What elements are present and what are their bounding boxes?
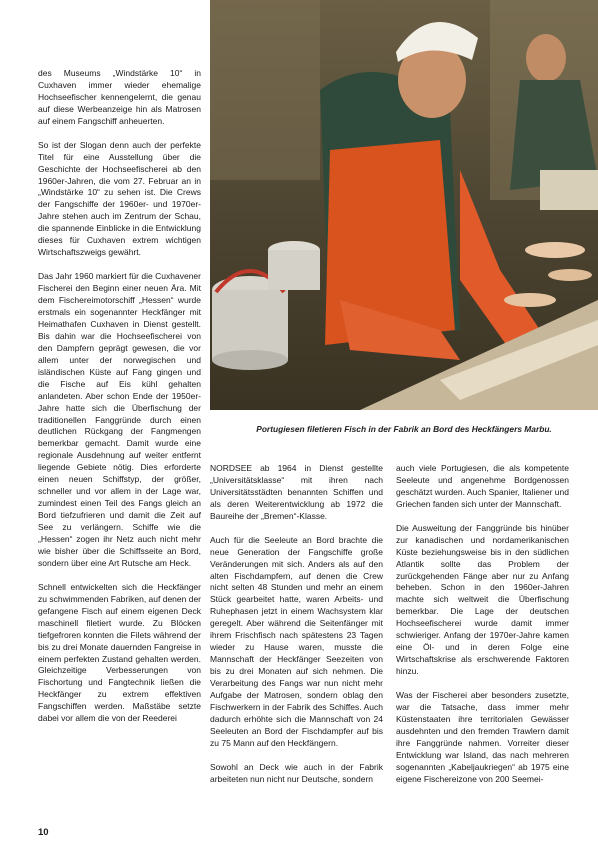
text-column-middle	[210, 463, 383, 786]
photo-caption: Portugiesen filetieren Fisch in der Fabrik an Bord des Heckfängers Marbu.	[256, 424, 552, 434]
paragraph: So ist der Slogan denn auch der perfekte Titel für eine Ausstellung über die Geschichte der Hochseefischerei ab den 1960er-Jahren, die vom 27. Februar an in „Windstärke 10“ zu sehen ist. Die Crews der Fangschiffe der 1960er- und 1970er-Jahre stehen auch im Zentrum der Schau, die spannende Einblicke in die Entwicklung dieses für Cuxhaven extrem wichtigen Wirtschaftszweigs gewährt.	[38, 139, 201, 258]
text-column-left	[38, 68, 201, 725]
paragraph: des Museums „Windstärke 10“ in Cuxhaven immer wieder ehemalige Hochseefischer kennengelernt, die genau auf diese Werbeanzeige hin als Matrosen auf einem Fangschiff anheuerten.	[38, 68, 201, 126]
paragraph: Sowohl an Deck wie auch in der Fabrik arbeiteten nun nicht nur Deutsche, sondern	[210, 761, 383, 784]
paragraph: Die Ausweitung der Fanggründe bis hinüber zur kanadischen und nordamerikanischen Küste beziehungsweise bis in den südlichen Atlantik sollte das Problem der zurückgehenden Fänge aber nur zu Anfang beheben. Schon in den 1960er-Jahren machte sich weltweit die Überfischung bemerkbar. Die Lage der deutschen Hochseefischerei wurde damit immer schwieriger. Anfang der 1970er-Jahre kamen eine Öl- und in deren Folge eine Wirtschaftskrise als erschwerende Faktoren hinzu.	[396, 522, 569, 677]
paragraph: Das Jahr 1960 markiert für die Cuxhavener Fischerei den Beginn einer neuen Ära. Mit dem Fischereimotorschiff „Hessen“ wurde erstmals ein sogenannter Heckfänger mit Heimathafen Cuxhaven in Dienst gestellt. Bis dahin war die Hochseefischerei von den Dampfern geprägt gewesen, die vor allem unter der norwegischen und isländischen Küste auf Fang gingen und die Fische auf Eis kühl gehalten anlandeten. Aber schon Ende der 1950er-Jahre hatte sich die Überfischung der traditionellen Fanggründe durch einen deutlichen Rückgang der Fangmengen bemerkbar gemacht. Damit wurde eine regionale Ausdehnung auf weiter entfernt liegende Gebiete nötig. Dies erforderte einen neuen Schiffstyp, der größer, schneller und vor allem in der Lage war, zumindest einen Teil des Fangs gleich an Bord tiefzufrieren und damit die Zeit auf See zu verlängern. Schiffe wie die „Hessen“ zogen ihr Netz auch nicht mehr wie bisher über die Schiffsseite an Bord, sondern über eine Art Rutsche am Heck.	[38, 271, 201, 568]
paragraph: Schnell entwickelten sich die Heckfänger zu schwimmenden Fabriken, auf denen der gefangene Fisch auf einem eigenen Deck maschinell filetiert wurde. Zu Blöcken tiefgefroren konnten die Filets während der bis zu drei Monate dauernden Fangreise in einem perfekten Zustand gehalten werden. Gleichzeitige Verbesserungen von Fischortung und Fangtechnik ließen die Heckfänger zu extrem effektiven Fangschiffen werden. Maßstäbe setzte dabei vor allem die von der Reederei	[38, 581, 202, 724]
text-column-right	[396, 463, 569, 786]
photo-fish-processing	[210, 0, 598, 410]
paragraph: Was der Fischerei aber besonders zusetzte, war die Tatsache, dass immer mehr Küstenstaaten ihre territorialen Gewässer ausdehnten und den fremden Trawlern damit ihre Fanggründe nahmen. Vorreiter dieser Entwicklung war Island, das nach mehreren sogenannten „Kabeljaukriegen“ ab 1975 eine eigene Fischereizone von 200 Seemei-	[396, 689, 569, 784]
paragraph: NORDSEE ab 1964 in Dienst gestellte „Universitätsklasse“ mit ihren nach Universitätsstädten benannten Schiffen und als deren Weiterentwicklung ab 1972 die Baureihe der „Bremen“-Klasse.	[210, 463, 383, 521]
page-number: 10	[38, 827, 49, 838]
paragraph: auch viele Portugiesen, die als kompetente Seeleute und angenehme Bordgenossen geschätzt wurden. Auch Spanier, Italiener und Griechen fanden sich unter der Mannschaft.	[396, 463, 569, 509]
paragraph: Auch für die Seeleute an Bord brachte die neue Generation der Fangschiffe große Veränderungen mit sich. Anders als auf den alten Fischdampfern, auf denen die Crew nicht selten 48 Stunden und mehr an einem Stück gearbeitet hatte, waren Arbeits- und Ruhephasen jetzt in einem Wachsystem klar geregelt. Aber während die Seitenfänger mit ihrem Frischfisch nach spätestens 23 Tagen wieder zu Hause waren, musste die Mannschaft der Heckfänger Seezeiten von bis zu drei Monaten auf sich nehmen. Die Verarbeitung des Fangs war nun nicht mehr Aufgabe der Matrosen, sondern oblag den Fischwerkern in der Fabrik des Schiffes. Auch dadurch erhöhte sich die Mannschaft von 24 Seeleuten an Bord der Fischdampfer auf bis zu 75 Mann auf den Heckfängern.	[210, 534, 383, 748]
